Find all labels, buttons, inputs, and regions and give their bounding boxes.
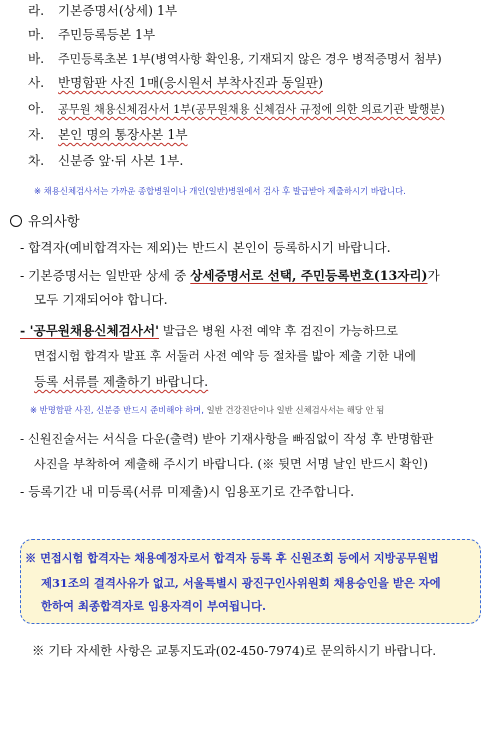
notice-line-2: 제31조의 결격사유가 없고, 서울특별시 광진구인사위원회 채용승인을 받은 자에 — [41, 576, 441, 590]
doc-text: 신분증 앞·뒤 사본 1부. — [58, 153, 184, 168]
photo-note — [30, 402, 384, 418]
note-item-2 — [20, 268, 440, 284]
note-text: - 기본증명서는 일반판 상세 중 — [20, 268, 191, 283]
doc-item-ra — [28, 3, 177, 19]
doc-text: 본인 명의 통장사본 1부 — [58, 127, 188, 142]
doc-text: 주민등록초본 1부(병역사항 확인용, 기재되지 않은 경우 병적증명서 첨부) — [58, 52, 442, 66]
doc-label: 사. — [28, 75, 45, 90]
doc-label: 아. — [28, 101, 45, 116]
note-item-3-cont2: 등록 서류를 제출하기 바랍니다. — [34, 374, 209, 389]
circle-bullet-icon — [10, 215, 22, 227]
contact-footer: ※ 기타 자세한 사항은 교통지도과(02-450-7974)로 문의하시기 바랍니다. — [32, 643, 437, 658]
doc-label: 자. — [28, 127, 45, 142]
doc-label: 라. — [28, 3, 45, 18]
note-item-3-cont1: 면접시험 합격자 발표 후 서둘러 사전 예약 등 절차를 밟아 제출 기한 내에 — [34, 349, 416, 363]
notes-heading-text: 유의사항 — [28, 215, 80, 230]
doc-text: 반명함판 사진 1매(응시원서 부착사진과 동일판) — [58, 75, 323, 90]
doc-text: 기본증명서(상세) 1부 — [58, 3, 178, 18]
doc-label: 마. — [28, 27, 45, 42]
notice-line-3: 한하여 최종합격자로 임용자격이 부여됩니다. — [41, 599, 266, 613]
note-item-4-cont: 사진을 부착하여 제출해 주시기 바랍니다. (※ 뒷면 서명 날인 반드시 확인) — [34, 457, 428, 471]
doc-item-a — [28, 101, 445, 118]
doc-item-sa — [28, 75, 323, 91]
notes-heading — [10, 215, 80, 231]
notice-box — [20, 539, 481, 624]
note-emphasis: - '공무원채용신체검사서' — [20, 323, 159, 338]
health-note: ※ 채용신체검사서는 가까운 종합병원이나 개인(일반)병원에서 검사 후 발급받아 제출하시기 바랍니다. — [34, 186, 406, 196]
doc-item-ja — [28, 127, 188, 143]
note-item-5: - 등록기간 내 미등록(서류 미제출)시 임용포기로 간주합니다. — [20, 484, 355, 499]
photo-note-dim: 일반 건강진단이나 일반 신체검사서는 해당 안 됨 — [203, 405, 385, 415]
doc-label: 차. — [28, 153, 45, 168]
doc-item-cha — [28, 153, 183, 169]
note-text: 발급은 병원 사전 예약 후 검진이 가능하므로 — [158, 324, 399, 338]
doc-text: 주민등록등본 1부 — [58, 27, 156, 42]
note-emphasis: 상세증명서로 선택, 주민등록번호(13자리) — [190, 268, 428, 283]
doc-item-ba — [28, 51, 442, 67]
note-item-2-cont: 모두 기재되어야 합니다. — [34, 292, 168, 307]
doc-item-ma — [28, 27, 155, 43]
note-text: 가 — [427, 268, 440, 283]
note-item-3 — [20, 323, 398, 339]
doc-text: 공무원 채용신체검사서 1부(공무원채용 신체검사 규정에 의한 의료기관 발행분) — [58, 103, 445, 116]
notice-line-1: ※ 면접시험 합격자는 채용예정자로서 합격자 등록 후 신원조회 등에서 지방공무원법 — [25, 551, 439, 565]
note-item-1: - 합격자(예비합격자는 제외)는 반드시 본인이 등록하시기 바랍니다. — [20, 240, 391, 255]
note-item-4: - 신원진술서는 서식을 다운(출력) 받아 기재사항을 빠짐없이 작성 후 반명함판 — [20, 432, 434, 446]
doc-label: 바. — [28, 51, 45, 66]
photo-note-blue: ※ 반명함판 사진, 신분증 반드시 준비해야 하며, — [30, 405, 204, 415]
